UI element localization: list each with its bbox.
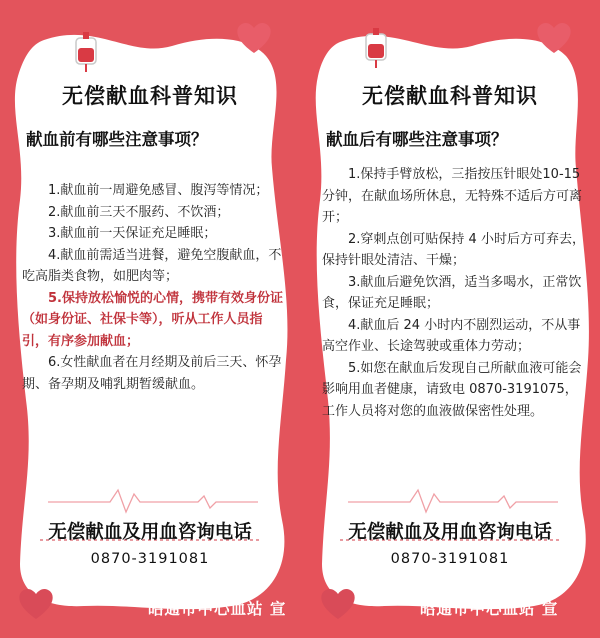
- notice-item: 3.献血前一天保证充足睡眠；: [48, 226, 217, 241]
- poster-after-donation: [300, 0, 600, 638]
- hotline-label: 无偿献血及用血咨询电话: [48, 522, 252, 543]
- notice-item: 3.献血后避免饮酒，适当多喝水，正常饮食，保证充足睡眠；: [322, 274, 582, 311]
- notice-item: 4.献血前需适当进餐，避免空腹献血，不吃高脂类食物，如肥肉等；: [22, 247, 282, 284]
- notice-item: 2.献血前三天不服药、不饮酒；: [48, 204, 230, 220]
- notice-item: 1.保持手臂放松，三指按压针眼处10-15 分钟，在献血场所休息，无特殊不适后方可离开；: [322, 167, 583, 225]
- notice-item: 4.献血后 24 小时内不剧烈运动，不从事高空作业、长途驾驶或重体力劳动；: [322, 317, 581, 354]
- footer-organization: 昭通市中心血站 宣: [420, 600, 559, 618]
- poster-title: 无偿献血科普知识: [362, 84, 538, 108]
- footer-organization: 昭通市中心血站 宣: [148, 600, 287, 618]
- notice-item: 6.女性献血者在月经期及前后三天、怀孕期、备孕期及哺乳期暂缓献血。: [22, 355, 282, 392]
- hotline-label: 无偿献血及用血咨询电话: [348, 522, 552, 543]
- hotline-phone: 0870-3191081: [90, 551, 210, 567]
- notice-item-highlight: 5.保持放松愉悦的心情，携带有效身份证（如身份证、社保卡等），听从工作人员指引，有序参加献血；: [22, 290, 283, 349]
- notice-item: 5.如您在献血后发现自己所献血液可能会影响用血者健康，请致电 0870-3191075，工作人员将对您的血液做保密性处理。: [322, 360, 582, 419]
- notice-item: 1.献血前一周避免感冒、腹泻等情况；: [48, 183, 269, 198]
- section-question: 献血后有哪些注意事项？: [326, 130, 508, 149]
- poster-title: 无偿献血科普知识: [62, 84, 238, 108]
- section-question: 献血前有哪些注意事项？: [26, 130, 208, 149]
- notice-item: 2.穿刺点创可贴保持 4 小时后方可弃去，保持针眼处清洁、干燥；: [322, 231, 585, 268]
- hotline-phone: 0870-3191081: [390, 551, 510, 567]
